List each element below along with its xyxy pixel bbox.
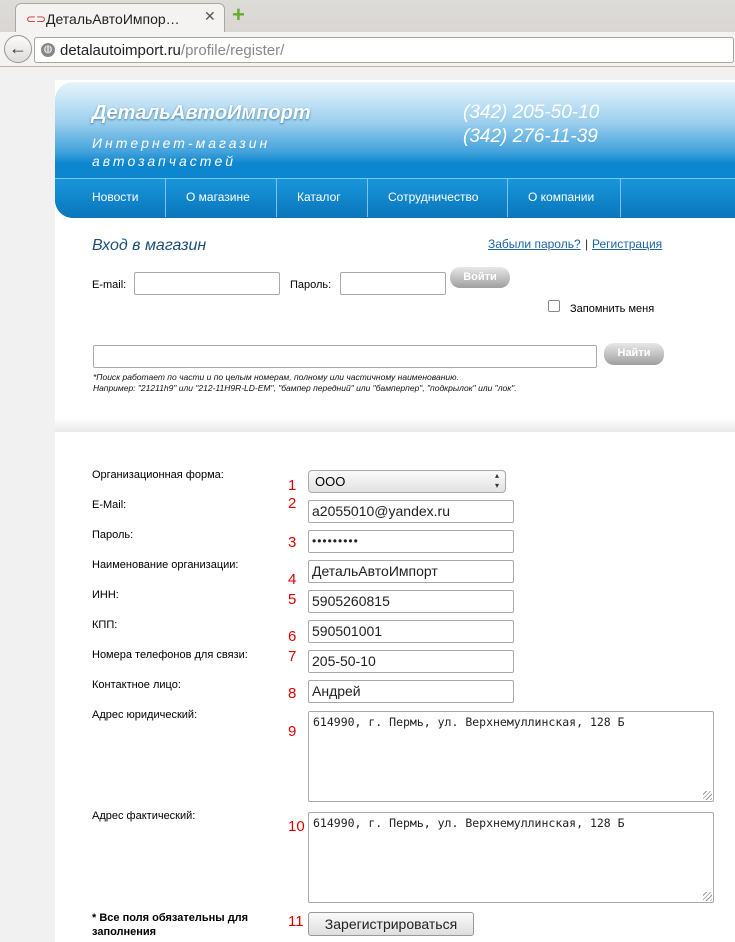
register-link[interactable]: Регистрация [592, 237, 663, 251]
phones-label: Номера телефонов для связи: [92, 649, 248, 661]
phone-2: (342) 276-11-39 [463, 126, 598, 147]
resize-grip-icon[interactable] [703, 892, 712, 901]
address-bar [0, 32, 735, 67]
slogan-line-2: автозапчастей [92, 153, 237, 169]
search-hint-line-2: Например: "21211h9" или "212-11H9R-LD-EM", "бампер передний" или "бамперпер", "подкрылок" или "лок". [93, 383, 517, 393]
search-hint [93, 372, 517, 394]
org-name-label: Наименование организации: [92, 559, 239, 571]
nav-about-company[interactable]: О компании [508, 179, 621, 217]
back-button[interactable]: ← [4, 35, 32, 63]
login-password-label: Пароль: [290, 279, 332, 291]
main-nav [55, 178, 735, 218]
marker-11: 11 [288, 913, 304, 930]
org-form-value: ООО [315, 474, 346, 489]
actual-address-label: Адрес фактический: [92, 810, 196, 822]
browser-tab[interactable] [15, 3, 225, 32]
login-password-input[interactable] [340, 272, 446, 295]
nav-cooperation[interactable]: Сотрудничество [368, 179, 508, 217]
actual-address-textarea[interactable] [308, 812, 714, 903]
marker-5: 5 [288, 591, 297, 608]
contact-label: Контактное лицо: [92, 679, 181, 691]
select-arrows-icon: ▴ ▾ [494, 471, 499, 490]
actual-address-value: 614990, г. Пермь, ул. Верхнемуллинская, 128 Б [313, 816, 625, 830]
search-hint-line-1: *Поиск работает по части и по целым номерам, полному или частичному наименованию. [93, 372, 459, 382]
site-header [55, 82, 735, 218]
section-divider [55, 418, 735, 432]
org-form-select[interactable] [308, 470, 506, 493]
url-host: detalautoimport.ru [60, 42, 181, 59]
legal-address-label: Адрес юридический: [92, 709, 198, 721]
phones-input[interactable]: 205-50-10 [308, 650, 514, 673]
slogan-line-1: Интернет-магазин [92, 135, 271, 151]
marker-7: 7 [288, 648, 297, 665]
marker-4: 4 [288, 571, 297, 588]
login-button[interactable]: Войти [450, 267, 510, 288]
search-input[interactable] [93, 345, 597, 368]
new-tab-icon[interactable]: + [232, 2, 245, 27]
marker-2: 2 [288, 495, 297, 512]
resize-grip-icon[interactable] [703, 791, 712, 800]
marker-6: 6 [288, 628, 297, 645]
required-note [92, 911, 248, 939]
forgot-password-link[interactable]: Забыли пароль? [488, 237, 581, 251]
globe-icon: ◍ [41, 43, 55, 57]
inn-label: ИНН: [92, 589, 119, 601]
email-input[interactable]: a2055010@yandex.ru [308, 500, 514, 523]
nav-news[interactable]: Новости [72, 179, 166, 217]
url-path: /profile/register/ [180, 42, 285, 59]
nav-catalog[interactable]: Каталог [277, 179, 368, 217]
close-tab-icon[interactable]: ✕ [204, 8, 216, 24]
login-email-label: E-mail: [92, 279, 127, 291]
legal-address-value: 614990, г. Пермь, ул. Верхнемуллинская, 128 Б [313, 715, 625, 729]
marker-8: 8 [288, 685, 297, 702]
required-note-line-1: * Все поля обязательны для [92, 912, 249, 924]
inn-input[interactable]: 5905260815 [308, 590, 514, 613]
marker-3: 3 [288, 534, 297, 551]
email-label: E-Mail: [92, 499, 127, 511]
tab-title: ДетальАвтоИмпор… [46, 11, 180, 27]
kpp-input[interactable]: 590501001 [308, 620, 514, 643]
phone-1: (342) 205-50-10 [463, 102, 600, 123]
password-input[interactable]: ••••••••• [308, 530, 514, 553]
site-slogan [92, 134, 270, 170]
login-title: Вход в магазин [92, 237, 207, 254]
remember-label: Запомнить меня [570, 303, 655, 315]
marker-9: 9 [288, 723, 297, 740]
org-form-label: Организационная форма: [92, 469, 224, 481]
contact-input[interactable]: Андрей [308, 680, 514, 703]
site-logo[interactable]: ДетальАвтоИмпорт [92, 102, 311, 124]
register-button[interactable]: Зарегистрироваться [308, 912, 474, 936]
links-separator: | [585, 237, 589, 251]
search-button[interactable]: Найти [604, 343, 664, 365]
marker-1: 1 [288, 477, 297, 494]
kpp-label: КПП: [92, 619, 118, 631]
legal-address-textarea[interactable] [308, 711, 714, 802]
password-label: Пароль: [92, 529, 134, 541]
car-favicon-icon: ⊂⊃ [26, 12, 47, 26]
remember-checkbox[interactable] [548, 300, 560, 312]
org-name-input[interactable]: ДетальАвтоИмпорт [308, 560, 514, 583]
required-note-line-2: заполнения [92, 926, 157, 938]
url-field[interactable] [34, 37, 734, 63]
nav-about-shop[interactable]: О магазине [166, 179, 277, 217]
login-email-input[interactable] [134, 272, 280, 295]
marker-10: 10 [288, 818, 305, 835]
